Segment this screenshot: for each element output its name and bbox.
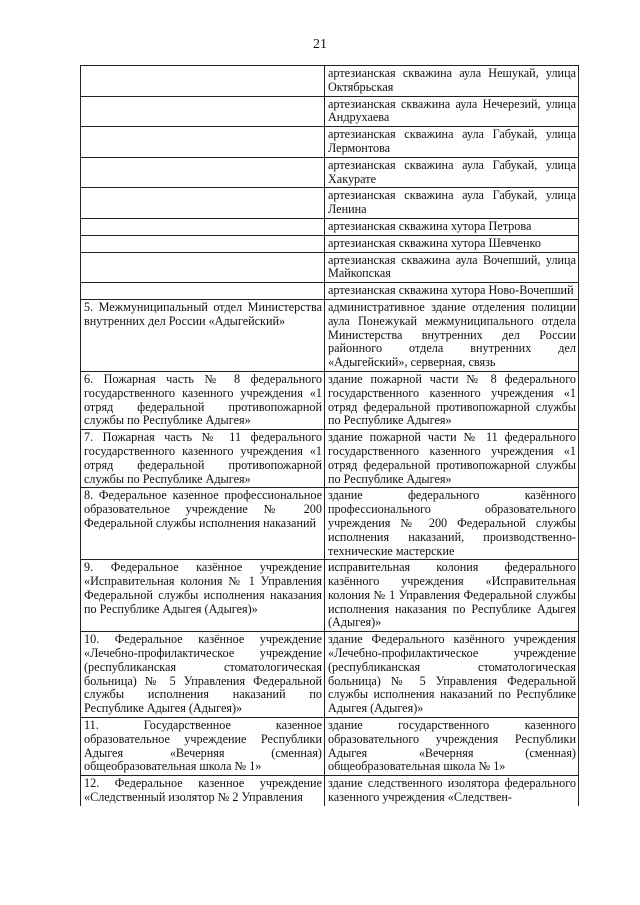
organization-cell: 9. Федеральное казённое учреждение «Исправительная колония № 1 Управления Федеральной службы исполнения наказания по Республике Адыгея (Адыгея)» — [81, 560, 325, 632]
object-cell: административное здание отделения полиции аула Понежукай межмуниципального отдела Министерства внутренних дел России районного отдела внутренних дел «Адыгейский», серверная, связь — [325, 299, 579, 371]
table-row — [81, 157, 579, 188]
object-cell: артезианская скважина аула Габукай, улица Ленина — [325, 188, 579, 219]
organization-cell — [81, 218, 325, 235]
object-cell: исправительная колония федерального казённого учреждения «Исправительная колония № 1 Управления Федеральной службы исполнения наказания по Республике Адыгея (Адыгея)» — [325, 560, 579, 632]
object-cell: артезианская скважина аула Нешукай, улица Октябрьская — [325, 66, 579, 97]
organization-cell: 7. Пожарная часть № 11 федерального государственного казенного учреждения «1 отряд федеральной противопожарной службы по Республике Адыгея» — [81, 430, 325, 488]
organization-cell — [81, 235, 325, 252]
table-row — [81, 218, 579, 235]
organization-cell: 12. Федеральное казенное учреждение «Следственный изолятор № 2 Управления — [81, 776, 325, 806]
object-cell: артезианская скважина аула Вочепший, улица Майкопская — [325, 252, 579, 283]
table-row — [81, 430, 579, 488]
organization-cell — [81, 127, 325, 158]
object-cell: артезианская скважина хутора Шевченко — [325, 235, 579, 252]
organization-cell: 8. Федеральное казенное профессиональное образовательное учреждение № 200 Федеральной службы исполнения наказаний — [81, 488, 325, 560]
table-row — [81, 299, 579, 371]
object-cell: артезианская скважина аула Габукай, улица Лермонтова — [325, 127, 579, 158]
organization-cell — [81, 188, 325, 219]
object-cell: здание пожарной части № 11 федерального государственного казенного учреждения «1 отряд федеральной противопожарной службы по Республике Адыгея» — [325, 430, 579, 488]
object-cell: артезианская скважина хутора Ново-Вочепший — [325, 283, 579, 300]
table-row — [81, 488, 579, 560]
object-cell: здание пожарной части № 8 федерального государственного казенного учреждения «1 отряд федеральной противопожарной службы по Республике Адыгея» — [325, 371, 579, 429]
organization-cell: 11. Государственное казенное образовательное учреждение Республики Адыгея «Вечерняя (сменная) общеобразовательная школа № 1» — [81, 718, 325, 776]
table-row — [81, 188, 579, 219]
object-cell: артезианская скважина хутора Петрова — [325, 218, 579, 235]
organization-cell — [81, 283, 325, 300]
table-row — [81, 127, 579, 158]
object-cell: здание государственного казенного образовательного учреждения Республики Адыгея «Вечерняя (сменная) общеобразовательная школа № 1» — [325, 718, 579, 776]
object-cell: здание федерального казённого профессионального образовательного учреждения № 200 Федеральной службы исполнения наказаний, производственно-технические мастерские — [325, 488, 579, 560]
table-row — [81, 235, 579, 252]
organization-cell: 10. Федеральное казённое учреждение «Лечебно-профилактическое учреждение (республиканская стоматологическая больница) № 5 Управления Федеральной службы исполнения наказаний по Республике Адыгея (Адыгея)» — [81, 632, 325, 718]
page-number: 21 — [313, 37, 327, 52]
table-row — [81, 560, 579, 632]
table-row — [81, 371, 579, 429]
objects-table — [80, 65, 579, 806]
table-row — [81, 718, 579, 776]
table-row — [81, 66, 579, 97]
organization-cell: 5. Межмуниципальный отдел Министерства внутренних дел России «Адыгейский» — [81, 299, 325, 371]
object-cell: здание следственного изолятора федерального казенного учреждения «Следствен- — [325, 776, 579, 806]
object-cell: здание Федерального казённого учреждения «Лечебно-профилактическое учреждение (республиканская стоматологическая больница) № 5 Управления Федеральной службы исполнения наказаний по Республике Адыгея (Адыгея)» — [325, 632, 579, 718]
table-row — [81, 96, 579, 127]
table-row — [81, 776, 579, 806]
table-row — [81, 632, 579, 718]
organization-cell — [81, 157, 325, 188]
table-row — [81, 252, 579, 283]
object-cell: артезианская скважина аула Габукай, улица Хакурате — [325, 157, 579, 188]
organization-cell: 6. Пожарная часть № 8 федерального государственного казенного учреждения «1 отряд федеральной противопожарной службы по Республике Адыгея» — [81, 371, 325, 429]
object-cell: артезианская скважина аула Нечерезий, улица Андрухаева — [325, 96, 579, 127]
organization-cell — [81, 96, 325, 127]
organization-cell — [81, 252, 325, 283]
table-row — [81, 283, 579, 300]
organization-cell — [81, 66, 325, 97]
